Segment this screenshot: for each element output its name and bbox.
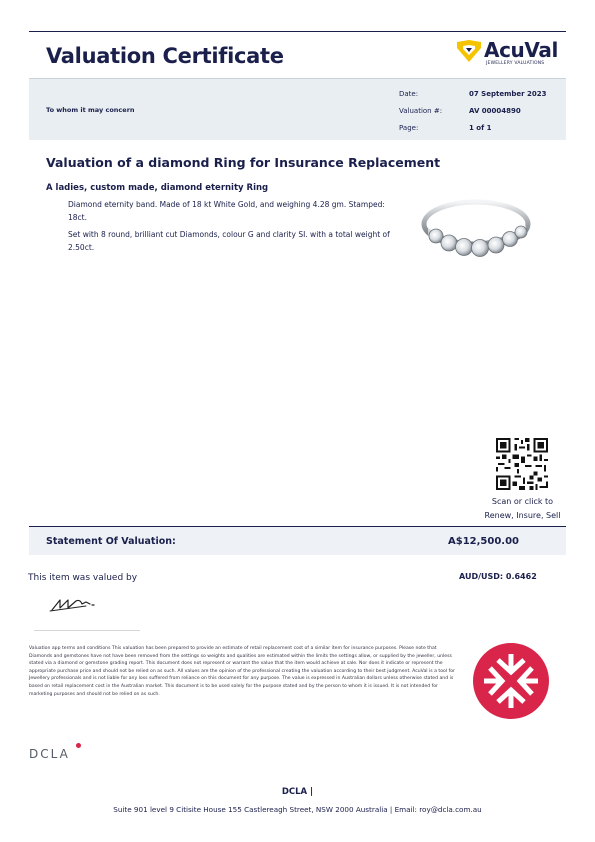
page-title: Valuation Certificate (46, 44, 284, 68)
statement-label: Statement Of Valuation: (46, 536, 176, 547)
addressee: To whom it may concern (46, 106, 135, 114)
ring-photo (414, 194, 534, 270)
item-description-1: Diamond eternity band. Made of 18 kt White Gold, and weighing 4.28 gm. Stamped: 18ct. (68, 200, 385, 222)
footer-address: Suite 901 level 9 Citisite House 155 Castlereagh Street, NSW 2000 Australia | Email: roy@dcla.com.au (113, 805, 482, 814)
valued-by-text: This item was valued by (28, 573, 138, 583)
acuval-logo-tagline: JEWELLERY VALUATIONS (486, 61, 545, 66)
dcla-dot-icon (76, 743, 81, 748)
item-subheading: A ladies, custom made, diamond eternity Ring (46, 183, 269, 193)
terms-and-conditions: Valuation app terms and conditions This valuation has been prepared to provide an estimate of retail replacement cost of a similar item for insurance purposes. Please note that Diamonds and gemstones have not have been removed from the settings so weights and qualities are estimated within the limits the settings allow, or supplied by the jeweller, unless stated via a diamond or gemstone grading report. This document does not represent or warrant the value that the item would achieve at sale. Nor does it indicate or represent the appropriate purchase price and should not be relied on as such. All values are the opinion of the professional creating the valuation according to their best judgment. AcuVal is a tool for Jewellery professionals and is not liable for any loss suffered from reliance on this document for any purpose. The value is expressed in Australian dollars unless otherwise stated and is based on retail replacement cost in the Australian market. This document is to be used solely for the purpose stated and by the person to whom it is issued. It is not intended for marketing purposes and should not be relied on as such. (29, 646, 455, 697)
dcla-emblem-icon (470, 640, 552, 722)
statement-value: A$12,500.00 (448, 536, 520, 547)
statement-rule (29, 526, 566, 527)
valuation-number-value: AV 00004890 (469, 107, 521, 115)
footer-company: DCLA | (281, 787, 314, 797)
qr-caption-line2[interactable]: Renew, Insure, Sell (484, 511, 561, 520)
valuer-signature (46, 592, 126, 616)
valuation-number-label: Valuation #: (399, 107, 443, 115)
page-value: 1 of 1 (469, 124, 492, 132)
header-rule (29, 31, 566, 32)
signature-line (34, 630, 140, 631)
item-description-2: Set with 8 round, brilliant cut Diamonds, colour G and clarity SI. with a total weight of 2.50ct. (68, 230, 390, 252)
dcla-small-logo (29, 743, 89, 765)
exchange-rate: AUD/USD: 0.6462 (459, 572, 537, 581)
acuval-logo-name: AcuVal (484, 38, 558, 62)
qr-code[interactable] (496, 438, 548, 490)
item-heading: Valuation of a diamond Ring for Insurance Replacement (46, 155, 441, 170)
date-value: 07 September 2023 (469, 90, 547, 98)
date-label: Date: (399, 90, 419, 98)
acuval-logo-icon (455, 38, 483, 64)
dcla-small-logo-text: DCLA (29, 747, 70, 761)
qr-caption-line1[interactable]: Scan or click to (491, 497, 554, 506)
page-label: Page: (399, 124, 419, 132)
